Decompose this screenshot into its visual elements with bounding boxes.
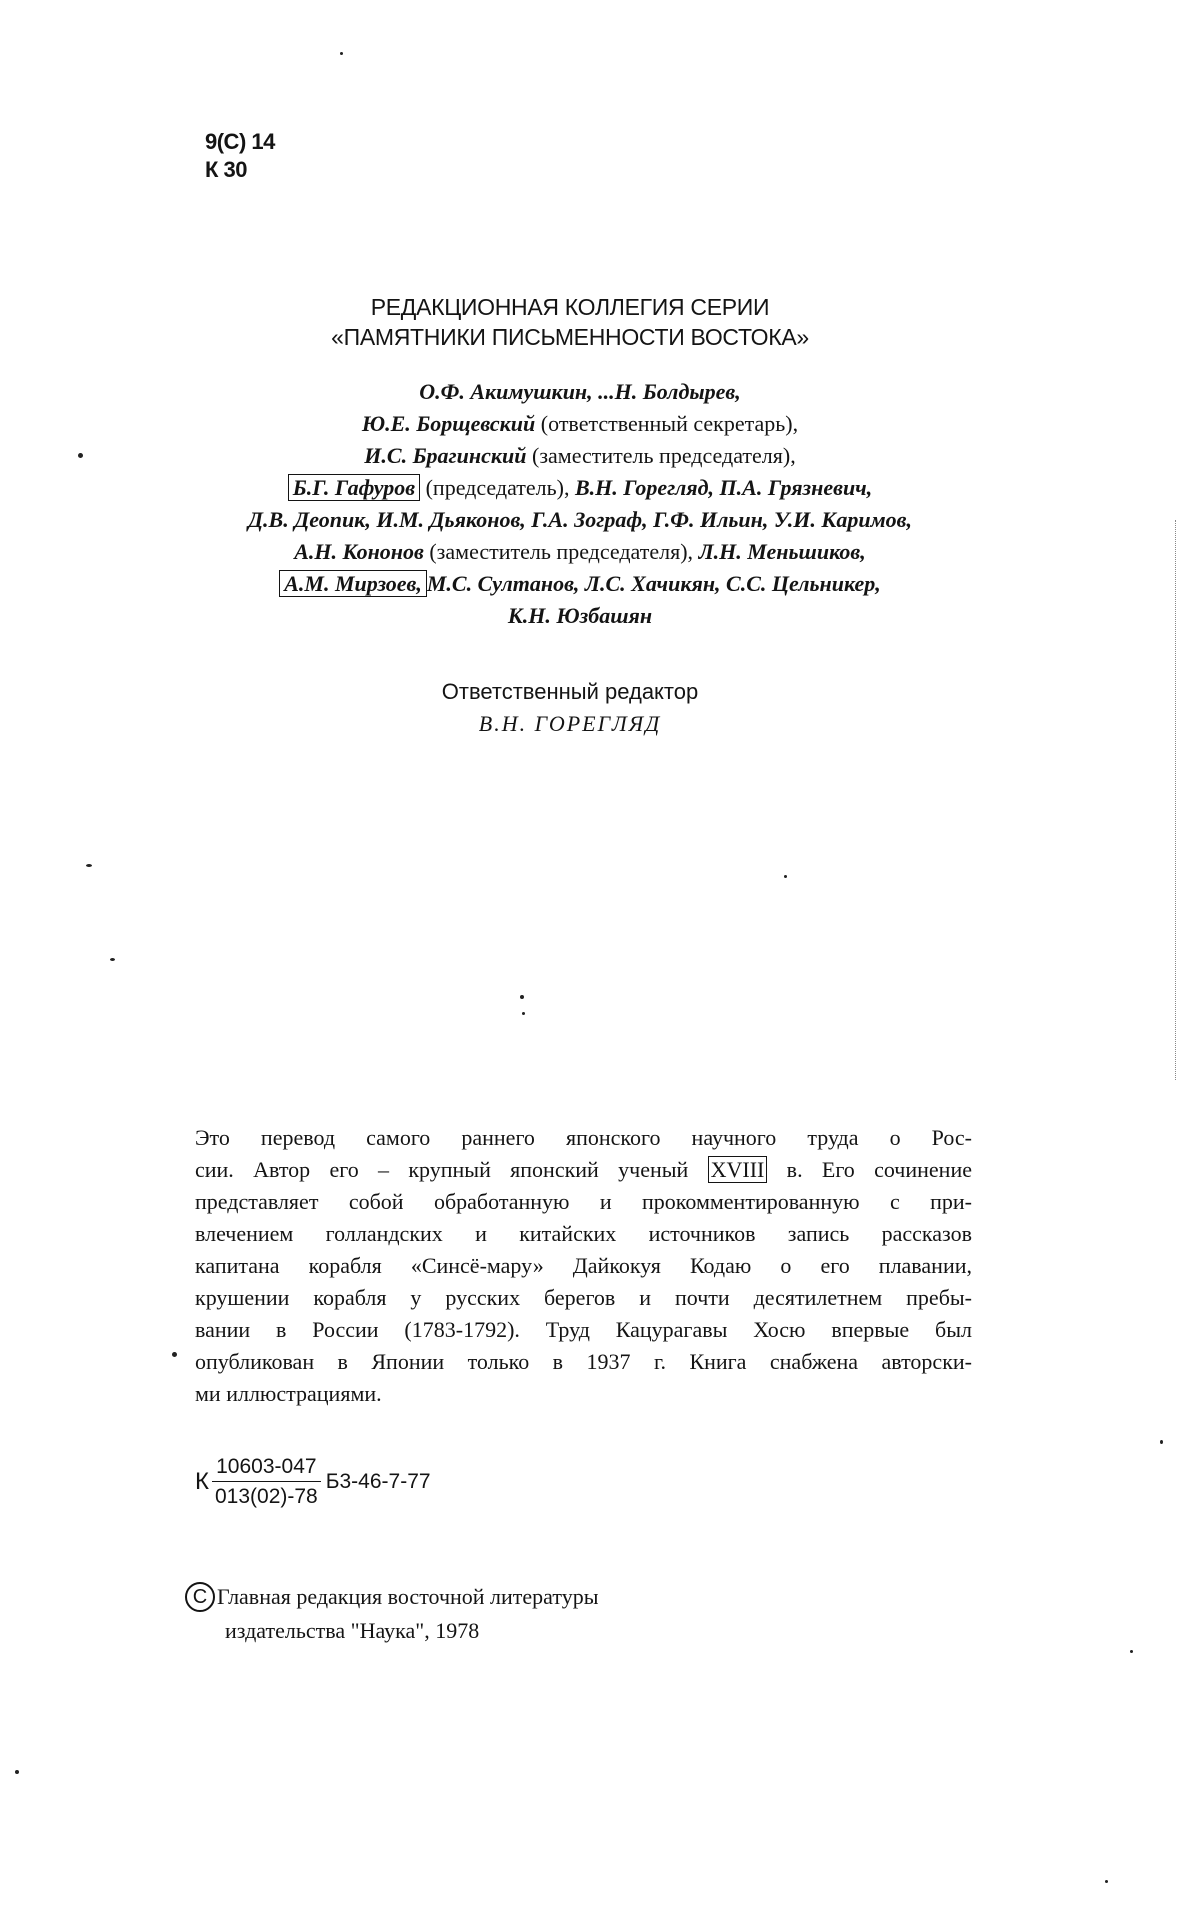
scan-speck (1105, 1880, 1108, 1883)
member-names: М.С. Султанов, Л.С. Хачикян, С.С. Цельникер, (426, 571, 881, 596)
abstract-line: ми иллюстрациями. (195, 1381, 382, 1406)
udc-code: 9(С) 14 (205, 129, 275, 154)
scan-speck (110, 958, 115, 961)
board-title-line-1: РЕДАКЦИОННАЯ КОЛЛЕГИЯ СЕРИИ (370, 294, 770, 320)
abstract-line: влечением голландских и китайских источников запись рассказов (195, 1221, 972, 1246)
catalog-letter: К (195, 1468, 209, 1495)
member-role: (ответственный секретарь), (535, 411, 799, 436)
catalog-fraction (211, 1455, 322, 1509)
scan-speck (784, 875, 787, 878)
catalog-numerator: 10603-047 (212, 1455, 320, 1482)
member-name: Ю.Е. Борщевский (361, 411, 536, 436)
book-abstract (195, 1122, 972, 1410)
scan-speck (1130, 1650, 1133, 1653)
member-role: (председатель), (420, 475, 575, 500)
catalog-suffix: Б3-46-7-77 (325, 1470, 431, 1493)
copyright-line-1 (185, 1580, 599, 1614)
catalog-code (195, 1455, 431, 1509)
catalog-denominator: 013(02)-78 (214, 1485, 318, 1508)
member-names: О.Ф. Акимушкин, ...Н. Болдырев, (419, 379, 741, 404)
abstract-line: крушении корабля у русских берегов и почти десятилетнем пребы- (195, 1285, 972, 1310)
scan-speck (1160, 1440, 1163, 1444)
abstract-line: Это перевод самого раннего японского научного труда о Рос- (195, 1125, 972, 1150)
board-title-line-2: «ПАМЯТНИКИ ПИСЬМЕННОСТИ ВОСТОКА» (331, 324, 809, 350)
scan-speck (340, 52, 343, 55)
member-line (140, 408, 1020, 440)
scan-edge-line (1175, 520, 1176, 1080)
scan-speck (520, 995, 524, 999)
publisher-house: издательства "Наука", 1978 (225, 1618, 480, 1643)
member-line (140, 536, 1020, 568)
century-numeral: XVIII (708, 1156, 768, 1183)
member-names: Л.Н. Меньшиков, (698, 539, 866, 564)
abstract-text: сии. Автор его – крупный японский ученый (195, 1157, 708, 1182)
publisher-name: Главная редакция восточной литературы (217, 1584, 599, 1609)
scan-speck (78, 453, 83, 458)
author-mark: К 30 (205, 157, 248, 182)
abstract-line: представляет собой обработанную и прокомментированную с при- (195, 1189, 972, 1214)
member-name: А.Н. Кононов (294, 539, 424, 564)
scan-speck (15, 1770, 19, 1774)
memorial-boxed-name: А.М. Мирзоев, (279, 570, 427, 597)
editorial-board-heading (200, 292, 940, 352)
member-role: (заместитель председателя), (526, 443, 796, 468)
member-line (140, 440, 1020, 472)
responsible-editor (300, 676, 840, 740)
member-line (140, 568, 1020, 600)
memorial-boxed-name: Б.Г. Гафуров (288, 474, 420, 501)
scan-speck (86, 864, 92, 867)
member-names: К.Н. Юзбашян (507, 603, 653, 628)
editorial-board-members (140, 376, 1020, 632)
member-line (140, 600, 1020, 632)
member-line (140, 376, 1020, 408)
member-line (140, 504, 1020, 536)
abstract-text: в. Его сочинение (767, 1157, 972, 1182)
editor-name: В.Н. ГОРЕГЛЯД (478, 711, 662, 736)
copyright-icon: С (185, 1582, 215, 1612)
member-role: (заместитель председателя), (423, 539, 699, 564)
copyright-notice (185, 1580, 599, 1648)
classification-index (205, 128, 275, 184)
member-name: И.С. Брагинский (364, 443, 527, 468)
member-names: В.Н. Горегляд, П.А. Грязневич, (574, 475, 873, 500)
scan-speck (522, 1012, 525, 1015)
scan-speck (172, 1352, 177, 1357)
copyright-line-2 (185, 1614, 599, 1648)
abstract-line: вании в России (1783-1792). Труд Кацурагавы Хосю впервые был (195, 1317, 972, 1342)
abstract-line: капитана корабля «Синсё-мару» Дайкокуя Кодаю о его плавании, (195, 1253, 972, 1278)
abstract-line (195, 1154, 972, 1186)
editor-role: Ответственный редактор (441, 679, 699, 704)
abstract-line: опубликован в Японии только в 1937 г. Книга снабжена авторски- (195, 1349, 972, 1374)
member-names: Д.В. Деопик, И.М. Дьяконов, Г.А. Зограф, Г.Ф. Ильин, У.И. Каримов, (248, 507, 912, 532)
member-line (140, 472, 1020, 504)
